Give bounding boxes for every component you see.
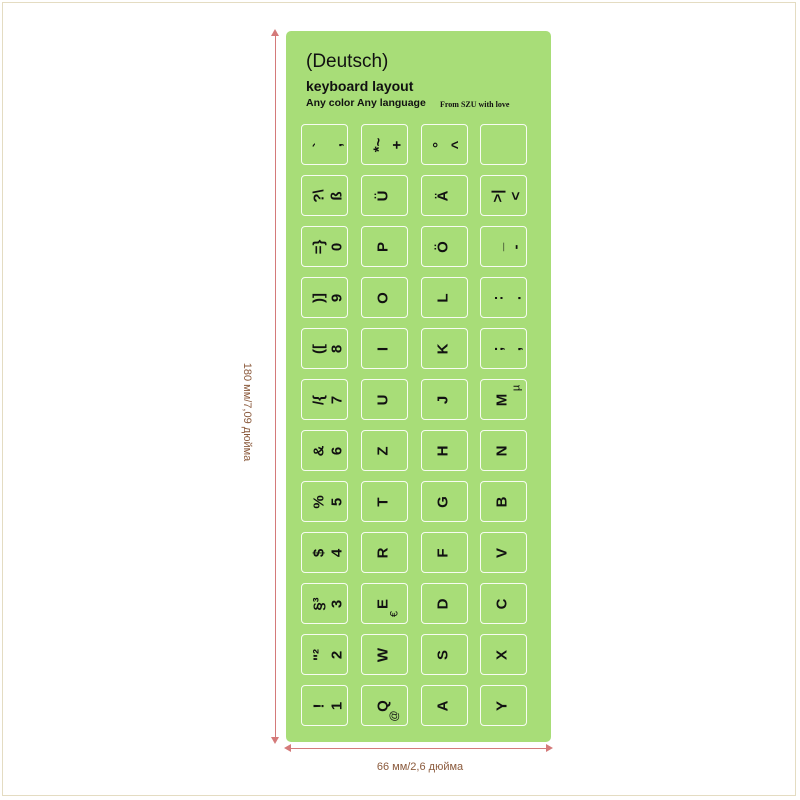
key-sticker xyxy=(361,532,408,573)
key-glyph: µ xyxy=(510,384,523,392)
key-glyph: A xyxy=(434,700,452,712)
key-glyph: ß xyxy=(328,191,346,201)
key-sticker xyxy=(361,430,408,471)
key-sticker xyxy=(480,685,527,726)
key-glyph: 6 xyxy=(328,446,346,456)
key-glyph: Ä xyxy=(434,190,452,202)
key-sticker xyxy=(421,277,468,318)
key-sticker xyxy=(301,481,348,522)
key-glyph: 4 xyxy=(328,548,346,558)
key-sticker xyxy=(421,430,468,471)
key-glyph: : xyxy=(489,295,507,301)
height-label: 180 мм/7,09 дюйма xyxy=(241,362,253,462)
key-glyph: I xyxy=(374,346,392,352)
key-sticker xyxy=(301,124,348,165)
key-sticker xyxy=(421,124,468,165)
key-sticker xyxy=(361,328,408,369)
key-sticker xyxy=(301,430,348,471)
key-sticker xyxy=(301,379,348,420)
key-glyph: ([ xyxy=(310,344,328,354)
sheet-small-print: From SZU with love xyxy=(440,100,510,109)
key-glyph: "² xyxy=(310,648,328,662)
key-glyph: J xyxy=(434,395,452,405)
key-glyph: H xyxy=(434,445,452,457)
key-glyph: N xyxy=(493,445,511,457)
key-sticker xyxy=(480,124,527,165)
key-sticker xyxy=(361,685,408,726)
key-glyph: Ü xyxy=(374,190,392,202)
key-glyph: - xyxy=(507,244,525,250)
key-glyph: < xyxy=(507,191,525,201)
key-sticker xyxy=(301,328,348,369)
key-glyph: K xyxy=(434,343,452,355)
key-glyph: 7 xyxy=(328,395,346,405)
key-glyph: ?\ xyxy=(310,189,328,203)
key-sticker xyxy=(421,532,468,573)
key-glyph: G xyxy=(434,496,452,508)
key-sticker xyxy=(301,226,348,267)
key-glyph: /{ xyxy=(310,394,328,406)
key-glyph: *~ xyxy=(370,137,388,153)
key-glyph: $ xyxy=(310,548,328,558)
key-glyph: 9 xyxy=(328,293,346,303)
key-glyph: O xyxy=(374,292,392,304)
key-sticker xyxy=(480,532,527,573)
key-glyph: S xyxy=(434,649,452,661)
height-dimension-line xyxy=(275,31,276,742)
key-sticker xyxy=(421,379,468,420)
key-glyph: . xyxy=(507,295,525,301)
key-glyph: Q xyxy=(374,700,392,712)
key-glyph: E xyxy=(374,598,392,610)
key-glyph: 2 xyxy=(328,650,346,660)
key-glyph: §³ xyxy=(310,597,328,611)
key-glyph: ^ xyxy=(448,140,466,150)
key-glyph: U xyxy=(374,394,392,406)
width-dimension-line xyxy=(286,748,551,749)
width-label: 66 мм/2,6 дюйма xyxy=(376,761,464,773)
keyboard-sticker-sheet xyxy=(286,31,551,742)
key-glyph: P xyxy=(374,241,392,253)
key-glyph: % xyxy=(310,495,328,509)
key-sticker xyxy=(361,124,408,165)
key-glyph: 0 xyxy=(328,242,346,252)
key-sticker xyxy=(421,634,468,675)
key-sticker xyxy=(421,226,468,267)
key-glyph: V xyxy=(493,547,511,559)
key-glyph: + xyxy=(388,140,406,150)
key-glyph: )] xyxy=(310,293,328,303)
key-sticker xyxy=(480,430,527,471)
key-sticker xyxy=(361,481,408,522)
key-glyph: Ö xyxy=(434,241,452,253)
key-glyph: Z xyxy=(374,446,392,456)
key-sticker xyxy=(301,685,348,726)
key-sticker xyxy=(421,685,468,726)
key-sticker xyxy=(480,481,527,522)
key-glyph: , xyxy=(328,142,346,148)
key-glyph: F xyxy=(434,548,452,558)
key-sticker xyxy=(421,481,468,522)
key-sticker xyxy=(480,583,527,624)
key-sticker xyxy=(361,277,408,318)
key-glyph: R xyxy=(374,547,392,559)
key-glyph: M xyxy=(493,393,511,407)
key-sticker xyxy=(301,277,348,318)
key-glyph: @ xyxy=(388,710,401,722)
key-glyph: C xyxy=(493,598,511,610)
key-glyph: 1 xyxy=(328,701,346,711)
key-glyph: W xyxy=(374,647,392,663)
key-sticker xyxy=(361,583,408,624)
key-sticker xyxy=(421,583,468,624)
key-glyph: L xyxy=(434,293,452,303)
key-sticker xyxy=(480,226,527,267)
key-glyph: T xyxy=(374,497,392,507)
key-glyph: 5 xyxy=(328,497,346,507)
key-sticker xyxy=(361,634,408,675)
key-sticker xyxy=(301,583,348,624)
key-glyph: _ xyxy=(489,242,507,252)
key-sticker xyxy=(301,175,348,216)
sheet-tagline: Any color Any language xyxy=(306,97,426,109)
key-sticker xyxy=(480,175,527,216)
key-sticker xyxy=(480,328,527,369)
key-glyph: D xyxy=(434,598,452,610)
key-sticker xyxy=(421,328,468,369)
key-glyph: =} xyxy=(310,239,328,255)
sheet-title: (Deutsch) xyxy=(306,51,389,72)
key-glyph: X xyxy=(493,649,511,661)
sheet-subtitle: keyboard layout xyxy=(306,78,414,94)
key-sticker xyxy=(301,634,348,675)
key-glyph: € xyxy=(388,610,401,618)
key-glyph: & xyxy=(310,445,328,457)
key-glyph: Y xyxy=(493,700,511,712)
key-sticker xyxy=(361,175,408,216)
key-glyph: >| xyxy=(489,189,507,203)
key-glyph: 3 xyxy=(328,599,346,609)
key-sticker xyxy=(480,277,527,318)
key-glyph: ! xyxy=(310,703,328,709)
key-glyph: 8 xyxy=(328,344,346,354)
key-glyph: ° xyxy=(430,142,448,148)
key-sticker xyxy=(480,634,527,675)
key-sticker xyxy=(480,379,527,420)
key-sticker xyxy=(361,379,408,420)
key-glyph: B xyxy=(493,496,511,508)
key-glyph: ; xyxy=(489,346,507,352)
key-sticker xyxy=(361,226,408,267)
key-sticker xyxy=(421,175,468,216)
key-glyph: , xyxy=(507,346,525,352)
key-glyph: ` xyxy=(310,142,328,148)
key-sticker xyxy=(301,532,348,573)
